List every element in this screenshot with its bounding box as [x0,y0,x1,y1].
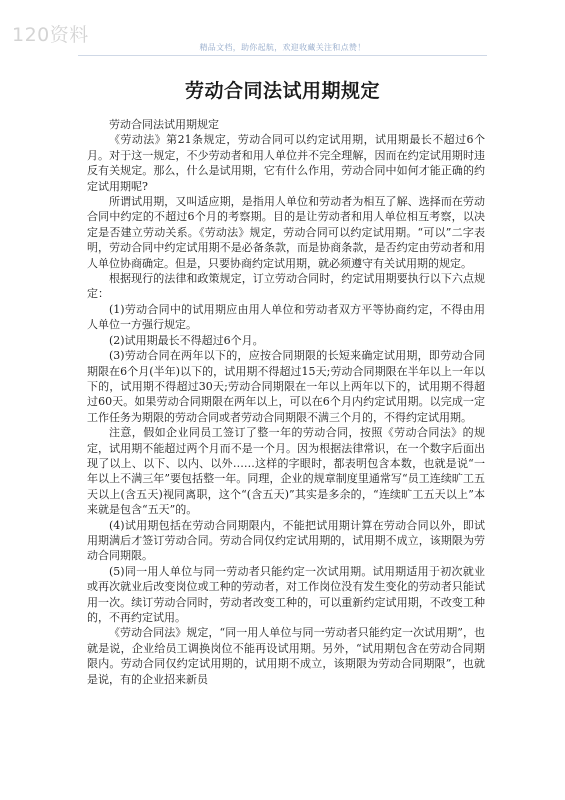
paragraph: 《劳动法》第21条规定，劳动合同可以约定试用期，试用期最长不超过6个月。对于这一规定，不少劳动者和用人单位并不完全理解，因而在约定试用期时违反有关规定。那么，什么是试用期，它有什么作用，劳动合同中如何才能正确的约定试用期呢? [87,133,485,193]
list-item: (1)劳动合同中的试用期应由用人单位和劳动者双方平等协商约定，不得由用人单位一方强行规定。 [87,302,485,332]
list-item: (2)试用期最长不得超过6个月。 [109,333,264,347]
paragraph: 《劳动合同法》规定，“同一用人单位与同一劳动者只能约定一次试用期”，也就是说，企业给员工调换岗位不能再设试用期。另外，“试用期包含在劳动合同期限内。劳动合同仅约定试用期的，试用期不成立，该期限为劳动合同期限”，也就是说，有的企业招来新员 [87,626,485,686]
header-divider [78,55,487,56]
document-body [87,117,485,687]
watermark-logo: 120资料 [12,24,89,46]
list-item: (5)同一用人单位与同一劳动者只能约定一次试用期。试用期适用于初次就业或再次就业后改变岗位或工种的劳动者，对工作岗位没有发生变化的劳动者只能试用一次。续订劳动合同时，劳动者改变工种的，可以重新约定试用期，不改变工种的，不再约定试用。 [87,564,485,624]
list-item: (4)试用期包括在劳动合同期限内，不能把试用期计算在劳动合同以外，即试用期满后才签订劳动合同。劳动合同仅约定试用期的，试用期不成立，该期限为劳动合同期限。 [87,518,485,563]
paragraph: 注意，假如企业同员工签订了整一年的劳动合同，按照《劳动合同法》的规定，试用期不能超过两个月而不是一个月。因为根据法律常识，在一个数字后面出现了以上、以下、以内、以外……这样的字眼时，都表明包含本数，也就是说“一年以上不满三年”要包括整一年。同理，企业的规章制度里通常写“员工连续旷工五天以上(含五天)视同离职，这个“(含五天)”其实是多余的，“连续旷工五天以上”本来就是包含“五天”的。 [87,426,485,517]
header-banner: 精品文档，助你起航，欢迎收藏关注和点赞！ [199,43,366,52]
paragraph: 所谓试用期，又叫适应期，是指用人单位和劳动者为相互了解、选择而在劳动合同中约定的不超过6个月的考察期。目的是让劳动者和用人单位相互考察，以决定是否建立劳动关系。《劳动法》规定，劳动合同可以约定试用期。“可以”二字表明，劳动合同中约定试用期不是必备条款，而是协商条款，是否约定由劳动者和用人单位协商确定。但是，只要协商约定试用期，就必须遵守有关试用期的规定。 [87,195,485,270]
paragraph: 根据现行的法律和政策规定，订立劳动合同时，约定试用期要执行以下六点规定： [87,272,485,301]
document-subtitle: 劳动合同法试用期规定 [109,118,219,131]
document-title: 劳动合同法试用期规定 [184,80,380,102]
list-item: (3)劳动合同在两年以下的，应按合同期限的长短来确定试用期，即劳动合同期限在6个月(半年)以下的，试用期不得超过15天;劳动合同期限在半年以上一年以下的，试用期不得超过30天;劳动合同期限在一年以上两年以下的，试用期不得超过60天。如果劳动合同期限在两年以上，可以在6个月内约定试用期。以完成一定工作任务为期限的劳动合同或者劳动合同期限不满三个月的，不得约定试用期。 [87,349,485,424]
